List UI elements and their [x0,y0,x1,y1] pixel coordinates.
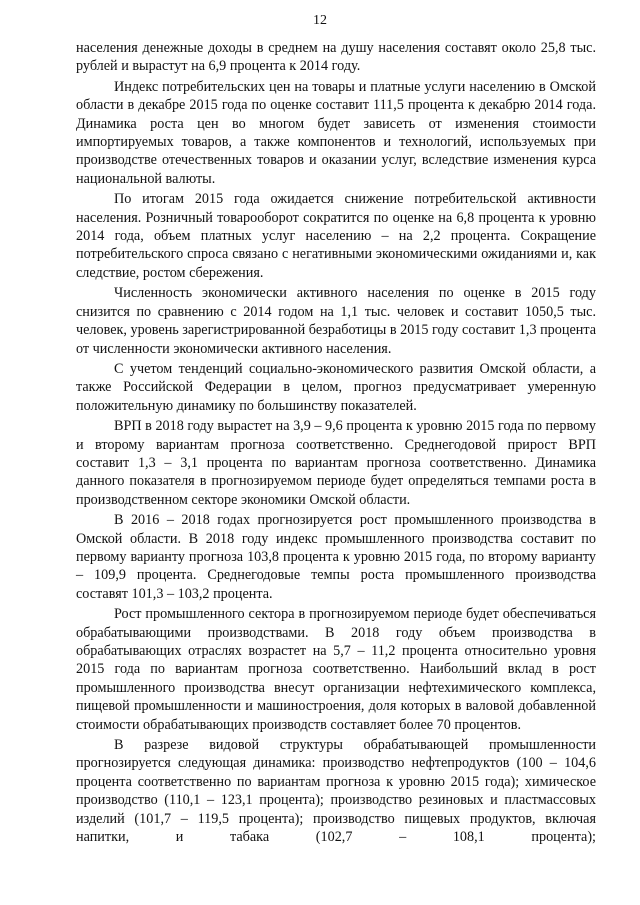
paragraph-4: Численность экономически активного населения по оценке в 2015 году снизится по сравнению с 2014 годом на 1,1 тыс. человек и составит 1050,5 тыс. человек, уровень зарегистрированной безработицы в 2015 году составит 1,3 процента от численности экономически активного населения. [76,285,597,357]
paragraph-5: С учетом тенденций социально-экономического развития Омской области, а также Российской Федерации в целом, прогноз предусматривает умеренную положительную динамику по большинству показателей. [76,360,596,414]
paragraph-9: В разрезе видовой структуры обрабатывающей промышленности прогнозируется следующая динамика: производство нефтепродуктов (100 – 104,6 процента соответственно по вариантам прогноза к уровню 2015 года); химическое производство (110,1 – 123,1 процента); производство резиновых и пластмассовых изделий (101,7 – 119,5 процента); производство пищевых продуктов, включая напитки, и табака (102,7 – 108,1 процента); [76,737,596,846]
paragraph-2: Индекс потребительских цен на товары и платные услуги населению в Омской области в декабре 2015 года по оценке составит 111,5 процента к декабрю 2014 года. Динамика роста цен во многом будет зависеть от изменения стоимости импортируемых товаров, а также компонентов и технологий, используемых при производстве отечественных товаров и оказании услуг, вследствие изменения курса национальной валюты. [76,78,596,187]
page-number: 12 [313,13,327,28]
paragraph-3: По итогам 2015 года ожидается снижение потребительской активности населения. Розничный товарооборот сократится по оценке на 6,8 процента к уровню 2014 года, объем платных услуг населению – на 2,2 процента. Сокращение потребительского спроса связано с негативными экономическими ожиданиями и, как следствие, ростом сбережения. [76,191,596,281]
paragraph-6: ВРП в 2018 году вырастет на 3,9 – 9,6 процента к уровню 2015 года по первому и второму вариантам прогноза соответственно. Среднегодовой прирост ВРП составит 1,3 – 3,1 процента по вариантам прогноза соответственно. Динамика данного показателя в прогнозируемом периоде будет определяться темпами роста в производственном секторе экономики Омской области. [76,418,596,508]
paragraph-8: Рост промышленного сектора в прогнозируемом периоде будет обеспечиваться обрабатывающими производствами. В 2018 году объем производства в обрабатывающих отраслях возрастет на 5,7 – 11,2 процента относительно уровня 2015 года по вариантам прогноза соответственно. Наибольший вклад в рост промышленного производства внесут организации нефтехимического комплекса, пищевой промышленности и машиностроения, доля которых в валовой добавленной стоимости обрабатывающих производств составляет более 70 процентов. [76,606,596,733]
paragraph-7: В 2016 – 2018 годах прогнозируется рост промышленного производства в Омской области. В 2018 году индекс промышленного производства составит по первому варианту прогноза 103,8 процента к уровню 2015 года, по второму варианту – 109,9 процента. Среднегодовые темпы роста промышленного производства составят 101,3 – 103,2 процента. [76,512,596,602]
document-body [76,39,596,848]
paragraph-1: населения денежные доходы в среднем на душу населения составят около 25,8 тыс. рублей и вырастут на 6,9 процента к 2014 году. [76,40,596,75]
